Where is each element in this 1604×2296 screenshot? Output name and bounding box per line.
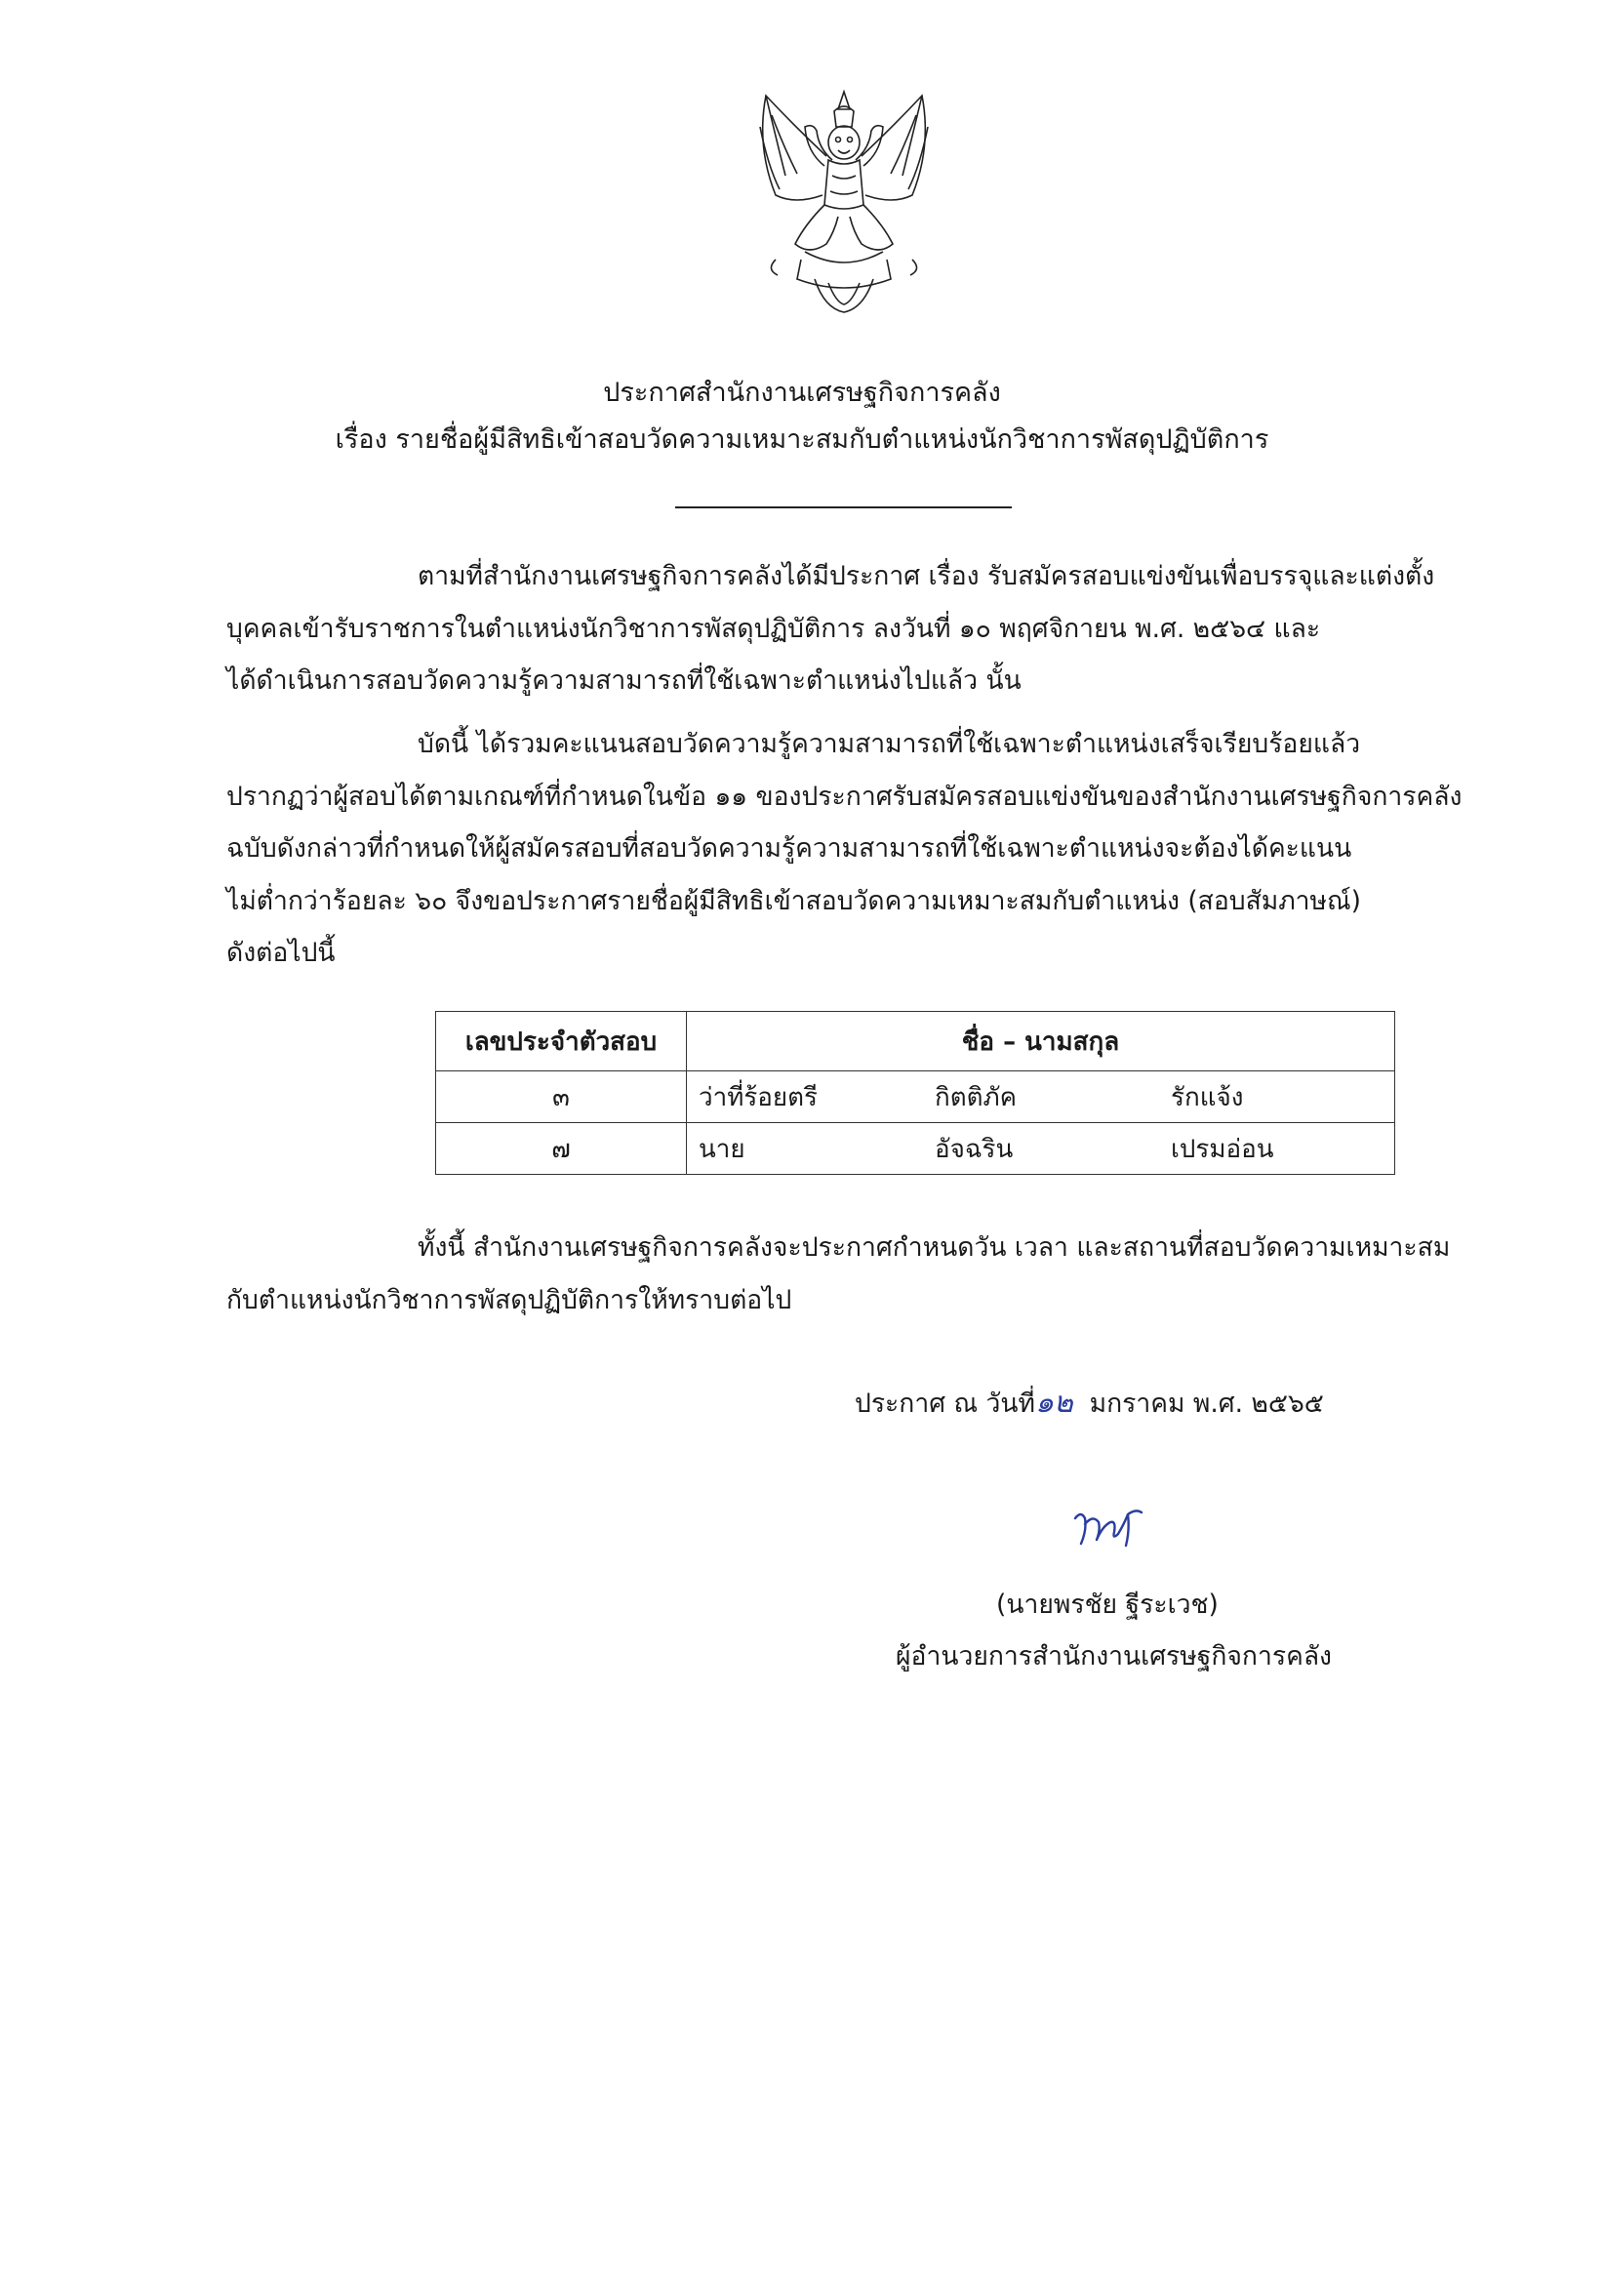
column-header-name: ชื่อ – นามสกุล	[687, 1012, 1395, 1071]
signatory-position: ผู้อำนวยการสำนักงานเศรษฐกิจการคลัง	[896, 1641, 1332, 1672]
paragraph-2	[226, 718, 1463, 980]
paragraph-3	[226, 1222, 1458, 1326]
announcement-date	[855, 1380, 1324, 1426]
table-row	[436, 1071, 1395, 1123]
paragraph-2-line: ปรากฏว่าผู้สอบได้ตามเกณฑ์ที่กำหนดในข้อ ๑๑ ของประกาศรับสมัครสอบแข่งขันของสำนักงานเศรษฐกิจการคลัง	[226, 781, 1463, 812]
paragraph-2-line: ฉบับดังกล่าวที่กำหนดให้ผู้สมัครสอบที่สอบวัดความรู้ความสามารถที่ใช้เฉพาะตำแหน่งจะต้องได้คะแนน	[226, 833, 1352, 864]
last-name-cell: เปรมอ่อน	[1159, 1123, 1395, 1175]
column-header-exam-id: เลขประจำตัวสอบ	[436, 1012, 687, 1071]
handwritten-day: ๑๒	[1034, 1386, 1073, 1420]
paragraph-1-line: ตามที่สำนักงานเศรษฐกิจการคลังได้มีประกาศ เรื่อง รับสมัครสอบแข่งขันเพื่อบรรจุและแต่งตั้ง	[418, 561, 1435, 591]
table-row	[436, 1123, 1395, 1175]
title-divider	[675, 506, 1012, 508]
first-name-cell: อัจฉริน	[923, 1123, 1159, 1175]
paragraph-1-line: ได้ดำเนินการสอบวัดความรู้ความสามารถที่ใช้เฉพาะตำแหน่งไปแล้ว นั้น	[226, 665, 1022, 696]
announcement-title: ประกาศสำนักงานเศรษฐกิจการคลัง	[603, 378, 1001, 408]
last-name-cell: รักแจ้ง	[1159, 1071, 1395, 1123]
garuda-emblem-icon	[737, 88, 951, 317]
name-title-cell: ว่าที่ร้อยตรี	[687, 1071, 924, 1123]
handwritten-signature	[1071, 1501, 1145, 1555]
paragraph-2-line: ไม่ต่ำกว่าร้อยละ ๖๐ จึงขอประกาศรายชื่อผู้มีสิทธิเข้าสอบวัดความเหมาะสมกับตำแหน่ง (สอบสัมภาษณ์)	[226, 885, 1361, 916]
paragraph-3-line: ทั้งนี้ สำนักงานเศรษฐกิจการคลังจะประกาศกำหนดวัน เวลา และสถานที่สอบวัดความเหมาะสม	[418, 1232, 1451, 1263]
candidate-table	[435, 1011, 1395, 1175]
paragraph-2-line: บัดนี้ ได้รวมคะแนนสอบวัดความรู้ความสามารถที่ใช้เฉพาะตำแหน่งเสร็จเรียบร้อยแล้ว	[418, 729, 1361, 759]
exam-id-cell: ๓	[436, 1071, 687, 1123]
paragraph-1	[226, 550, 1458, 707]
date-suffix: มกราคม พ.ศ. ๒๕๖๕	[1089, 1389, 1324, 1419]
announcement-subject: เรื่อง รายชื่อผู้มีสิทธิเข้าสอบวัดความเหมาะสมกับตำแหน่งนักวิชาการพัสดุปฏิบัติการ	[335, 424, 1269, 455]
name-title-cell: นาย	[687, 1123, 924, 1175]
signatory-name: (นายพรชัย ฐีระเวช)	[996, 1590, 1219, 1620]
first-name-cell: กิตติภัค	[923, 1071, 1159, 1123]
exam-id-cell: ๗	[436, 1123, 687, 1175]
table-header-row	[436, 1012, 1395, 1071]
paragraph-1-line: บุคคลเข้ารับราชการในตำแหน่งนักวิชาการพัสดุปฏิบัติการ ลงวันที่ ๑๐ พฤศจิกายน พ.ศ. ๒๕๖๔ และ	[226, 613, 1321, 644]
date-prefix: ประกาศ ณ วันที่	[855, 1389, 1035, 1419]
paragraph-2-line: ดังต่อไปนี้	[226, 938, 336, 968]
paragraph-3-line: กับตำแหน่งนักวิชาการพัสดุปฏิบัติการให้ทราบต่อไป	[226, 1284, 792, 1315]
